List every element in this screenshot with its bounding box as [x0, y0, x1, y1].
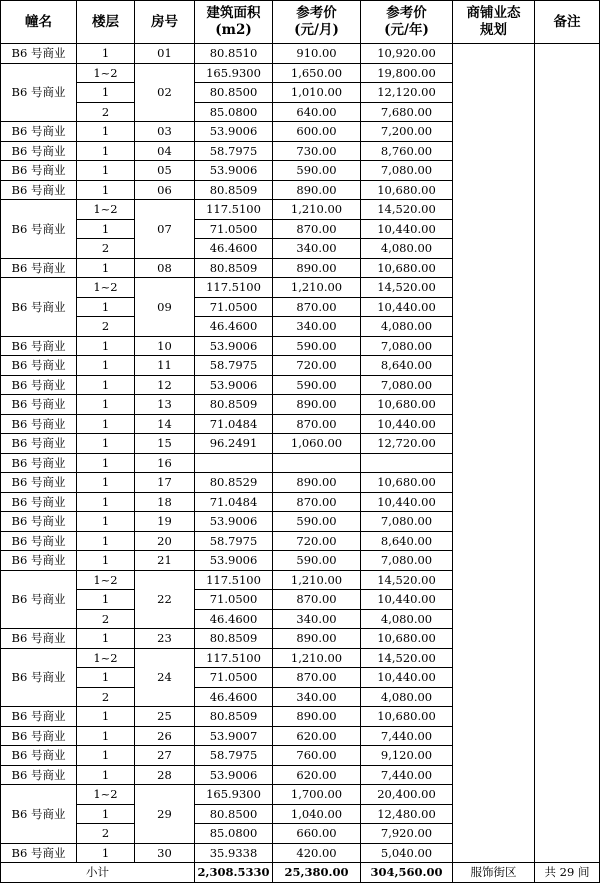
- room-number: 07: [135, 200, 195, 259]
- subtotal-yearly: 304,560.00: [361, 863, 453, 883]
- yearly-price-cell: 4,080.00: [361, 687, 453, 707]
- area-cell: 80.8509: [195, 629, 273, 649]
- area-cell: 53.9006: [195, 336, 273, 356]
- building-name: B6 号商业: [1, 200, 77, 259]
- yearly-price-cell: 8,640.00: [361, 531, 453, 551]
- floor-cell: 1~2: [77, 648, 135, 668]
- room-number: 22: [135, 570, 195, 629]
- room-number: 01: [135, 44, 195, 64]
- note-blank: [535, 44, 600, 863]
- monthly-price-cell: 1,060.00: [273, 434, 361, 454]
- subtotal-monthly: 25,380.00: [273, 863, 361, 883]
- area-cell: 80.8500: [195, 804, 273, 824]
- monthly-price-cell: 1,210.00: [273, 648, 361, 668]
- yearly-price-cell: 5,040.00: [361, 843, 453, 863]
- floor-cell: 1: [77, 297, 135, 317]
- yearly-price-cell: 7,680.00: [361, 102, 453, 122]
- monthly-price-cell: 890.00: [273, 629, 361, 649]
- yearly-price-cell: 7,080.00: [361, 551, 453, 571]
- monthly-price-cell: 870.00: [273, 297, 361, 317]
- area-cell: 46.4600: [195, 687, 273, 707]
- building-name: B6 号商业: [1, 141, 77, 161]
- monthly-price-cell: 720.00: [273, 531, 361, 551]
- yearly-price-cell: 10,440.00: [361, 297, 453, 317]
- yearly-price-cell: 7,920.00: [361, 824, 453, 844]
- area-cell: 46.4600: [195, 609, 273, 629]
- floor-cell: 1~2: [77, 785, 135, 805]
- building-name: B6 号商业: [1, 629, 77, 649]
- building-name: B6 号商业: [1, 843, 77, 863]
- room-number: 16: [135, 453, 195, 473]
- area-cell: 71.0500: [195, 219, 273, 239]
- building-name: B6 号商业: [1, 785, 77, 844]
- note-count: 共 29 间: [535, 863, 600, 883]
- header-building: 幢名: [1, 1, 77, 44]
- yearly-price-cell: 4,080.00: [361, 239, 453, 259]
- area-cell: 35.9338: [195, 843, 273, 863]
- building-name: B6 号商业: [1, 375, 77, 395]
- monthly-price-cell: 870.00: [273, 219, 361, 239]
- floor-cell: 2: [77, 102, 135, 122]
- floor-cell: 1: [77, 219, 135, 239]
- area-cell: 71.0500: [195, 668, 273, 688]
- floor-cell: 1: [77, 629, 135, 649]
- monthly-price-cell: 1,210.00: [273, 278, 361, 298]
- area-cell: 53.9007: [195, 726, 273, 746]
- room-number: 23: [135, 629, 195, 649]
- yearly-price-cell: 12,720.00: [361, 434, 453, 454]
- floor-cell: 1~2: [77, 63, 135, 83]
- area-cell: 80.8500: [195, 83, 273, 103]
- room-number: 11: [135, 356, 195, 376]
- monthly-price-cell: 1,210.00: [273, 200, 361, 220]
- room-number: 13: [135, 395, 195, 415]
- area-cell: 117.5100: [195, 200, 273, 220]
- monthly-price-cell: 870.00: [273, 590, 361, 610]
- floor-cell: 1: [77, 141, 135, 161]
- floor-cell: 1: [77, 473, 135, 493]
- yearly-price-cell: [361, 453, 453, 473]
- header-room: 房号: [135, 1, 195, 44]
- area-cell: 96.2491: [195, 434, 273, 454]
- header-yearly-price: 参考价 (元/年): [361, 1, 453, 44]
- yearly-price-cell: 14,520.00: [361, 570, 453, 590]
- yearly-price-cell: 4,080.00: [361, 317, 453, 337]
- area-cell: 58.7975: [195, 531, 273, 551]
- floor-cell: 1: [77, 122, 135, 142]
- monthly-price-cell: 870.00: [273, 668, 361, 688]
- monthly-price-cell: 890.00: [273, 180, 361, 200]
- yearly-price-cell: 8,640.00: [361, 356, 453, 376]
- area-cell: 71.0500: [195, 590, 273, 610]
- business-format-value: 服饰街区: [453, 863, 535, 883]
- room-number: 19: [135, 512, 195, 532]
- floor-cell: 1: [77, 746, 135, 766]
- yearly-price-cell: 20,400.00: [361, 785, 453, 805]
- area-cell: 80.8509: [195, 395, 273, 415]
- floor-cell: 1~2: [77, 570, 135, 590]
- yearly-price-cell: 14,520.00: [361, 648, 453, 668]
- building-name: B6 号商业: [1, 492, 77, 512]
- floor-cell: 1: [77, 161, 135, 181]
- floor-cell: 1: [77, 707, 135, 727]
- yearly-price-cell: 14,520.00: [361, 278, 453, 298]
- header-monthly-price: 参考价 (元/月): [273, 1, 361, 44]
- monthly-price-cell: 1,040.00: [273, 804, 361, 824]
- monthly-price-cell: 890.00: [273, 258, 361, 278]
- room-number: 26: [135, 726, 195, 746]
- floor-cell: 1: [77, 551, 135, 571]
- monthly-price-cell: 620.00: [273, 765, 361, 785]
- floor-cell: 1: [77, 44, 135, 64]
- floor-cell: 2: [77, 687, 135, 707]
- yearly-price-cell: 9,120.00: [361, 746, 453, 766]
- floor-cell: 1~2: [77, 200, 135, 220]
- monthly-price-cell: 890.00: [273, 707, 361, 727]
- monthly-price-cell: 590.00: [273, 161, 361, 181]
- area-cell: 80.8509: [195, 180, 273, 200]
- monthly-price-cell: 620.00: [273, 726, 361, 746]
- floor-cell: 1~2: [77, 278, 135, 298]
- area-cell: 53.9006: [195, 122, 273, 142]
- area-cell: 85.0800: [195, 824, 273, 844]
- area-cell: 80.8529: [195, 473, 273, 493]
- building-name: B6 号商业: [1, 726, 77, 746]
- monthly-price-cell: 340.00: [273, 609, 361, 629]
- building-name: B6 号商业: [1, 63, 77, 122]
- room-number: 09: [135, 278, 195, 337]
- monthly-price-cell: 340.00: [273, 239, 361, 259]
- area-cell: 80.8509: [195, 258, 273, 278]
- table-body: [1, 44, 600, 863]
- room-number: 10: [135, 336, 195, 356]
- yearly-price-cell: 10,680.00: [361, 258, 453, 278]
- area-cell: 85.0800: [195, 102, 273, 122]
- yearly-price-cell: 7,080.00: [361, 161, 453, 181]
- area-cell: 165.9300: [195, 785, 273, 805]
- area-cell: 53.9006: [195, 375, 273, 395]
- yearly-price-cell: 10,440.00: [361, 590, 453, 610]
- yearly-price-cell: 10,680.00: [361, 629, 453, 649]
- monthly-price-cell: 640.00: [273, 102, 361, 122]
- room-number: 30: [135, 843, 195, 863]
- monthly-price-cell: 420.00: [273, 843, 361, 863]
- floor-cell: 1: [77, 843, 135, 863]
- area-cell: [195, 453, 273, 473]
- floor-cell: 1: [77, 375, 135, 395]
- floor-cell: 1: [77, 765, 135, 785]
- room-number: 15: [135, 434, 195, 454]
- monthly-price-cell: 1,650.00: [273, 63, 361, 83]
- building-name: B6 号商业: [1, 180, 77, 200]
- monthly-price-cell: 890.00: [273, 395, 361, 415]
- monthly-price-cell: 720.00: [273, 356, 361, 376]
- yearly-price-cell: 10,920.00: [361, 44, 453, 64]
- floor-cell: 1: [77, 590, 135, 610]
- area-cell: 58.7975: [195, 746, 273, 766]
- floor-cell: 1: [77, 395, 135, 415]
- area-cell: 117.5100: [195, 278, 273, 298]
- floor-cell: 1: [77, 453, 135, 473]
- room-number: 08: [135, 258, 195, 278]
- floor-cell: 2: [77, 317, 135, 337]
- floor-cell: 1: [77, 336, 135, 356]
- yearly-price-cell: 7,440.00: [361, 765, 453, 785]
- yearly-price-cell: 7,080.00: [361, 512, 453, 532]
- floor-cell: 1: [77, 180, 135, 200]
- monthly-price-cell: 910.00: [273, 44, 361, 64]
- monthly-price-cell: 1,010.00: [273, 83, 361, 103]
- header-business-format: 商铺业态 规划: [453, 1, 535, 44]
- yearly-price-cell: 10,440.00: [361, 414, 453, 434]
- building-name: B6 号商业: [1, 648, 77, 707]
- monthly-price-cell: 590.00: [273, 512, 361, 532]
- room-number: 17: [135, 473, 195, 493]
- monthly-price-cell: 890.00: [273, 473, 361, 493]
- yearly-price-cell: 4,080.00: [361, 609, 453, 629]
- floor-cell: 2: [77, 239, 135, 259]
- header-note: 备注: [535, 1, 600, 44]
- floor-cell: 1: [77, 726, 135, 746]
- building-name: B6 号商业: [1, 122, 77, 142]
- building-name: B6 号商业: [1, 356, 77, 376]
- monthly-price-cell: 870.00: [273, 414, 361, 434]
- monthly-price-cell: 340.00: [273, 317, 361, 337]
- building-name: B6 号商业: [1, 473, 77, 493]
- area-cell: 117.5100: [195, 648, 273, 668]
- area-cell: 53.9006: [195, 765, 273, 785]
- area-cell: 53.9006: [195, 512, 273, 532]
- yearly-price-cell: 10,680.00: [361, 180, 453, 200]
- yearly-price-cell: 8,760.00: [361, 141, 453, 161]
- yearly-price-cell: 10,680.00: [361, 473, 453, 493]
- business-format-blank: [453, 44, 535, 863]
- room-number: 20: [135, 531, 195, 551]
- floor-cell: 2: [77, 824, 135, 844]
- area-cell: 71.0484: [195, 492, 273, 512]
- area-cell: 53.9006: [195, 551, 273, 571]
- yearly-price-cell: 10,680.00: [361, 395, 453, 415]
- room-number: 25: [135, 707, 195, 727]
- building-name: B6 号商业: [1, 161, 77, 181]
- floor-cell: 1: [77, 531, 135, 551]
- area-cell: 80.8510: [195, 44, 273, 64]
- monthly-price-cell: 870.00: [273, 492, 361, 512]
- room-number: 24: [135, 648, 195, 707]
- area-cell: 53.9006: [195, 161, 273, 181]
- header-floor: 楼层: [77, 1, 135, 44]
- area-cell: 58.7975: [195, 141, 273, 161]
- monthly-price-cell: 1,210.00: [273, 570, 361, 590]
- room-number: 12: [135, 375, 195, 395]
- subtotal-row: [1, 863, 600, 883]
- building-name: B6 号商业: [1, 512, 77, 532]
- yearly-price-cell: 10,440.00: [361, 219, 453, 239]
- building-name: B6 号商业: [1, 336, 77, 356]
- yearly-price-cell: 12,120.00: [361, 83, 453, 103]
- monthly-price-cell: [273, 453, 361, 473]
- monthly-price-cell: 1,700.00: [273, 785, 361, 805]
- room-number: 21: [135, 551, 195, 571]
- building-name: B6 号商业: [1, 531, 77, 551]
- floor-cell: 2: [77, 609, 135, 629]
- yearly-price-cell: 7,080.00: [361, 336, 453, 356]
- area-cell: 71.0500: [195, 297, 273, 317]
- area-cell: 46.4600: [195, 239, 273, 259]
- floor-cell: 1: [77, 492, 135, 512]
- table-row: [1, 44, 600, 64]
- floor-cell: 1: [77, 414, 135, 434]
- yearly-price-cell: 10,440.00: [361, 668, 453, 688]
- building-name: B6 号商业: [1, 551, 77, 571]
- monthly-price-cell: 590.00: [273, 336, 361, 356]
- room-number: 28: [135, 765, 195, 785]
- building-name: B6 号商业: [1, 278, 77, 337]
- room-number: 18: [135, 492, 195, 512]
- monthly-price-cell: 590.00: [273, 551, 361, 571]
- yearly-price-cell: 10,440.00: [361, 492, 453, 512]
- floor-cell: 1: [77, 512, 135, 532]
- yearly-price-cell: 7,080.00: [361, 375, 453, 395]
- floor-cell: 1: [77, 668, 135, 688]
- building-name: B6 号商业: [1, 44, 77, 64]
- yearly-price-cell: 19,800.00: [361, 63, 453, 83]
- monthly-price-cell: 760.00: [273, 746, 361, 766]
- yearly-price-cell: 10,680.00: [361, 707, 453, 727]
- building-name: B6 号商业: [1, 258, 77, 278]
- area-cell: 46.4600: [195, 317, 273, 337]
- area-cell: 80.8509: [195, 707, 273, 727]
- building-name: B6 号商业: [1, 434, 77, 454]
- area-cell: 71.0484: [195, 414, 273, 434]
- room-number: 27: [135, 746, 195, 766]
- monthly-price-cell: 600.00: [273, 122, 361, 142]
- floor-cell: 1: [77, 356, 135, 376]
- monthly-price-cell: 660.00: [273, 824, 361, 844]
- room-number: 05: [135, 161, 195, 181]
- building-name: B6 号商业: [1, 707, 77, 727]
- subtotal-label: 小计: [1, 863, 195, 883]
- monthly-price-cell: 590.00: [273, 375, 361, 395]
- area-cell: 58.7975: [195, 356, 273, 376]
- room-number: 29: [135, 785, 195, 844]
- yearly-price-cell: 12,480.00: [361, 804, 453, 824]
- building-name: B6 号商业: [1, 414, 77, 434]
- floor-cell: 1: [77, 804, 135, 824]
- building-name: B6 号商业: [1, 765, 77, 785]
- subtotal-area: 2,308.5330: [195, 863, 273, 883]
- area-cell: 165.9300: [195, 63, 273, 83]
- floor-cell: 1: [77, 434, 135, 454]
- building-name: B6 号商业: [1, 570, 77, 629]
- room-number: 06: [135, 180, 195, 200]
- monthly-price-cell: 340.00: [273, 687, 361, 707]
- floor-cell: 1: [77, 83, 135, 103]
- yearly-price-cell: 14,520.00: [361, 200, 453, 220]
- building-name: B6 号商业: [1, 746, 77, 766]
- monthly-price-cell: 730.00: [273, 141, 361, 161]
- room-number: 04: [135, 141, 195, 161]
- yearly-price-cell: 7,440.00: [361, 726, 453, 746]
- floor-cell: 1: [77, 258, 135, 278]
- header-area: 建筑面积 (m2): [195, 1, 273, 44]
- room-number: 03: [135, 122, 195, 142]
- room-number: 02: [135, 63, 195, 122]
- area-cell: 117.5100: [195, 570, 273, 590]
- yearly-price-cell: 7,200.00: [361, 122, 453, 142]
- room-number: 14: [135, 414, 195, 434]
- building-name: B6 号商业: [1, 453, 77, 473]
- building-name: B6 号商业: [1, 395, 77, 415]
- header-row: [1, 1, 600, 44]
